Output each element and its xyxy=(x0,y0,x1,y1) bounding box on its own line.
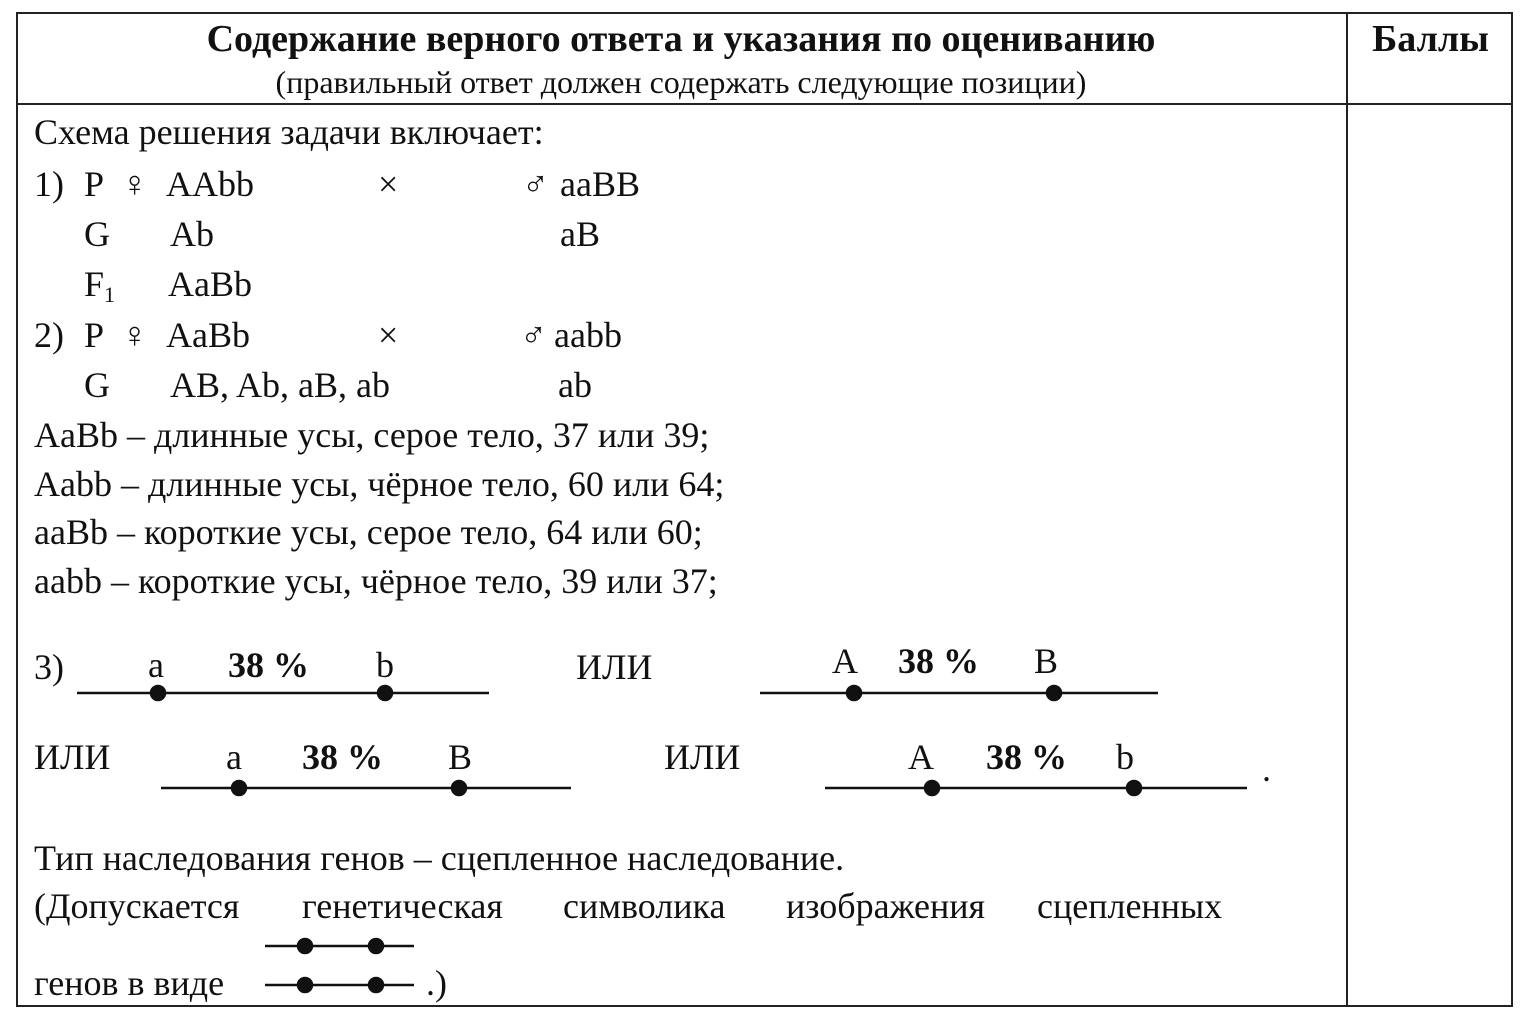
gene-locus-dot xyxy=(1127,781,1141,795)
gene-label: B xyxy=(1034,641,1059,681)
gene-locus-dot xyxy=(232,781,246,795)
cross2-gametes-female: AB, Ab, aB, ab xyxy=(170,365,390,405)
linkage-symbol-dot xyxy=(298,978,312,992)
cross1-f1: $F_1$ xyxy=(84,264,116,307)
cross2-num: 2) xyxy=(34,315,64,355)
gene-label: A xyxy=(908,737,934,777)
gene-label: A xyxy=(832,641,858,681)
distance-label: 38 % xyxy=(986,737,1067,777)
gene-locus-dot xyxy=(925,781,939,795)
gene-locus-dot xyxy=(452,781,466,795)
offspring-line: AaBb – длинные усы, серое тело, 37 или 39; xyxy=(34,415,710,455)
gene-locus-dot xyxy=(847,686,861,700)
distance-label: 38 % xyxy=(302,737,383,777)
gene-label: b xyxy=(376,645,394,685)
gene-label: B xyxy=(448,737,473,777)
cross2-times: × xyxy=(378,315,399,355)
gene-label: b xyxy=(1116,737,1134,777)
cross2-male: aabb xyxy=(554,315,622,355)
note-end-paren: .) xyxy=(426,963,447,1003)
distance-label: 38 % xyxy=(228,645,309,685)
male-symbol: ♂ xyxy=(522,164,549,204)
cross1-times: × xyxy=(378,164,399,204)
linkage-symbol-dot xyxy=(369,939,383,953)
female-symbol: ♀ xyxy=(121,315,148,355)
note-word: (Допускается xyxy=(34,886,240,926)
linkage-symbol-dot xyxy=(298,939,312,953)
male-symbol: ♂ xyxy=(520,315,547,355)
cross1-g: G xyxy=(84,214,110,254)
note-word: сцепленных xyxy=(1037,886,1223,926)
cross1-gamete-male: aB xyxy=(560,214,600,254)
cross1-f1-genotype: AaBb xyxy=(168,264,252,304)
cross2-g: G xyxy=(84,365,110,405)
offspring-line: aaBb – короткие усы, серое тело, 64 или 60; xyxy=(34,512,703,552)
gene-label: a xyxy=(148,645,164,685)
or-label: ИЛИ xyxy=(576,647,653,687)
or-label: ИЛИ xyxy=(664,737,741,777)
note-word: символика xyxy=(563,886,726,926)
gene-locus-dot xyxy=(1047,686,1061,700)
cross1-gamete-female: Ab xyxy=(170,214,214,254)
gene-label: a xyxy=(226,737,242,777)
note-word: генетическая xyxy=(302,886,503,926)
intro-text: Схема решения задачи включает: xyxy=(34,112,544,152)
cross2-gametes-male: ab xyxy=(558,365,592,405)
distance-label: 38 % xyxy=(898,641,979,681)
header-score: Баллы xyxy=(1372,18,1489,60)
inheritance-type: Тип наследования генов – сцепленное наследование. xyxy=(34,838,845,878)
linkage-symbol-dot xyxy=(369,978,383,992)
female-symbol: ♀ xyxy=(121,164,148,204)
cross1-male: aaBB xyxy=(560,164,640,204)
note-word: изображения xyxy=(786,886,986,926)
offspring-line: aabb – короткие усы, чёрное тело, 39 или 37; xyxy=(34,561,718,601)
header-subtitle: (правильный ответ должен содержать следующие позиции) xyxy=(275,64,1087,100)
cross1-num: 1) xyxy=(34,164,64,204)
note-end-text: генов в виде xyxy=(34,963,225,1003)
cross1-p: P xyxy=(84,164,105,204)
cross1-female: AAbb xyxy=(166,164,254,204)
cross2-p: P xyxy=(84,315,105,355)
cross2-female: AaBb xyxy=(166,315,250,355)
end-period: . xyxy=(1262,749,1271,789)
header-title: Содержание верного ответа и указания по оцениванию xyxy=(206,18,1156,60)
maps-num: 3) xyxy=(34,647,64,687)
gene-locus-dot xyxy=(151,686,165,700)
or-label: ИЛИ xyxy=(34,737,111,777)
offspring-line: Aabb – длинные усы, чёрное тело, 60 или 64; xyxy=(34,464,725,504)
gene-locus-dot xyxy=(378,686,392,700)
